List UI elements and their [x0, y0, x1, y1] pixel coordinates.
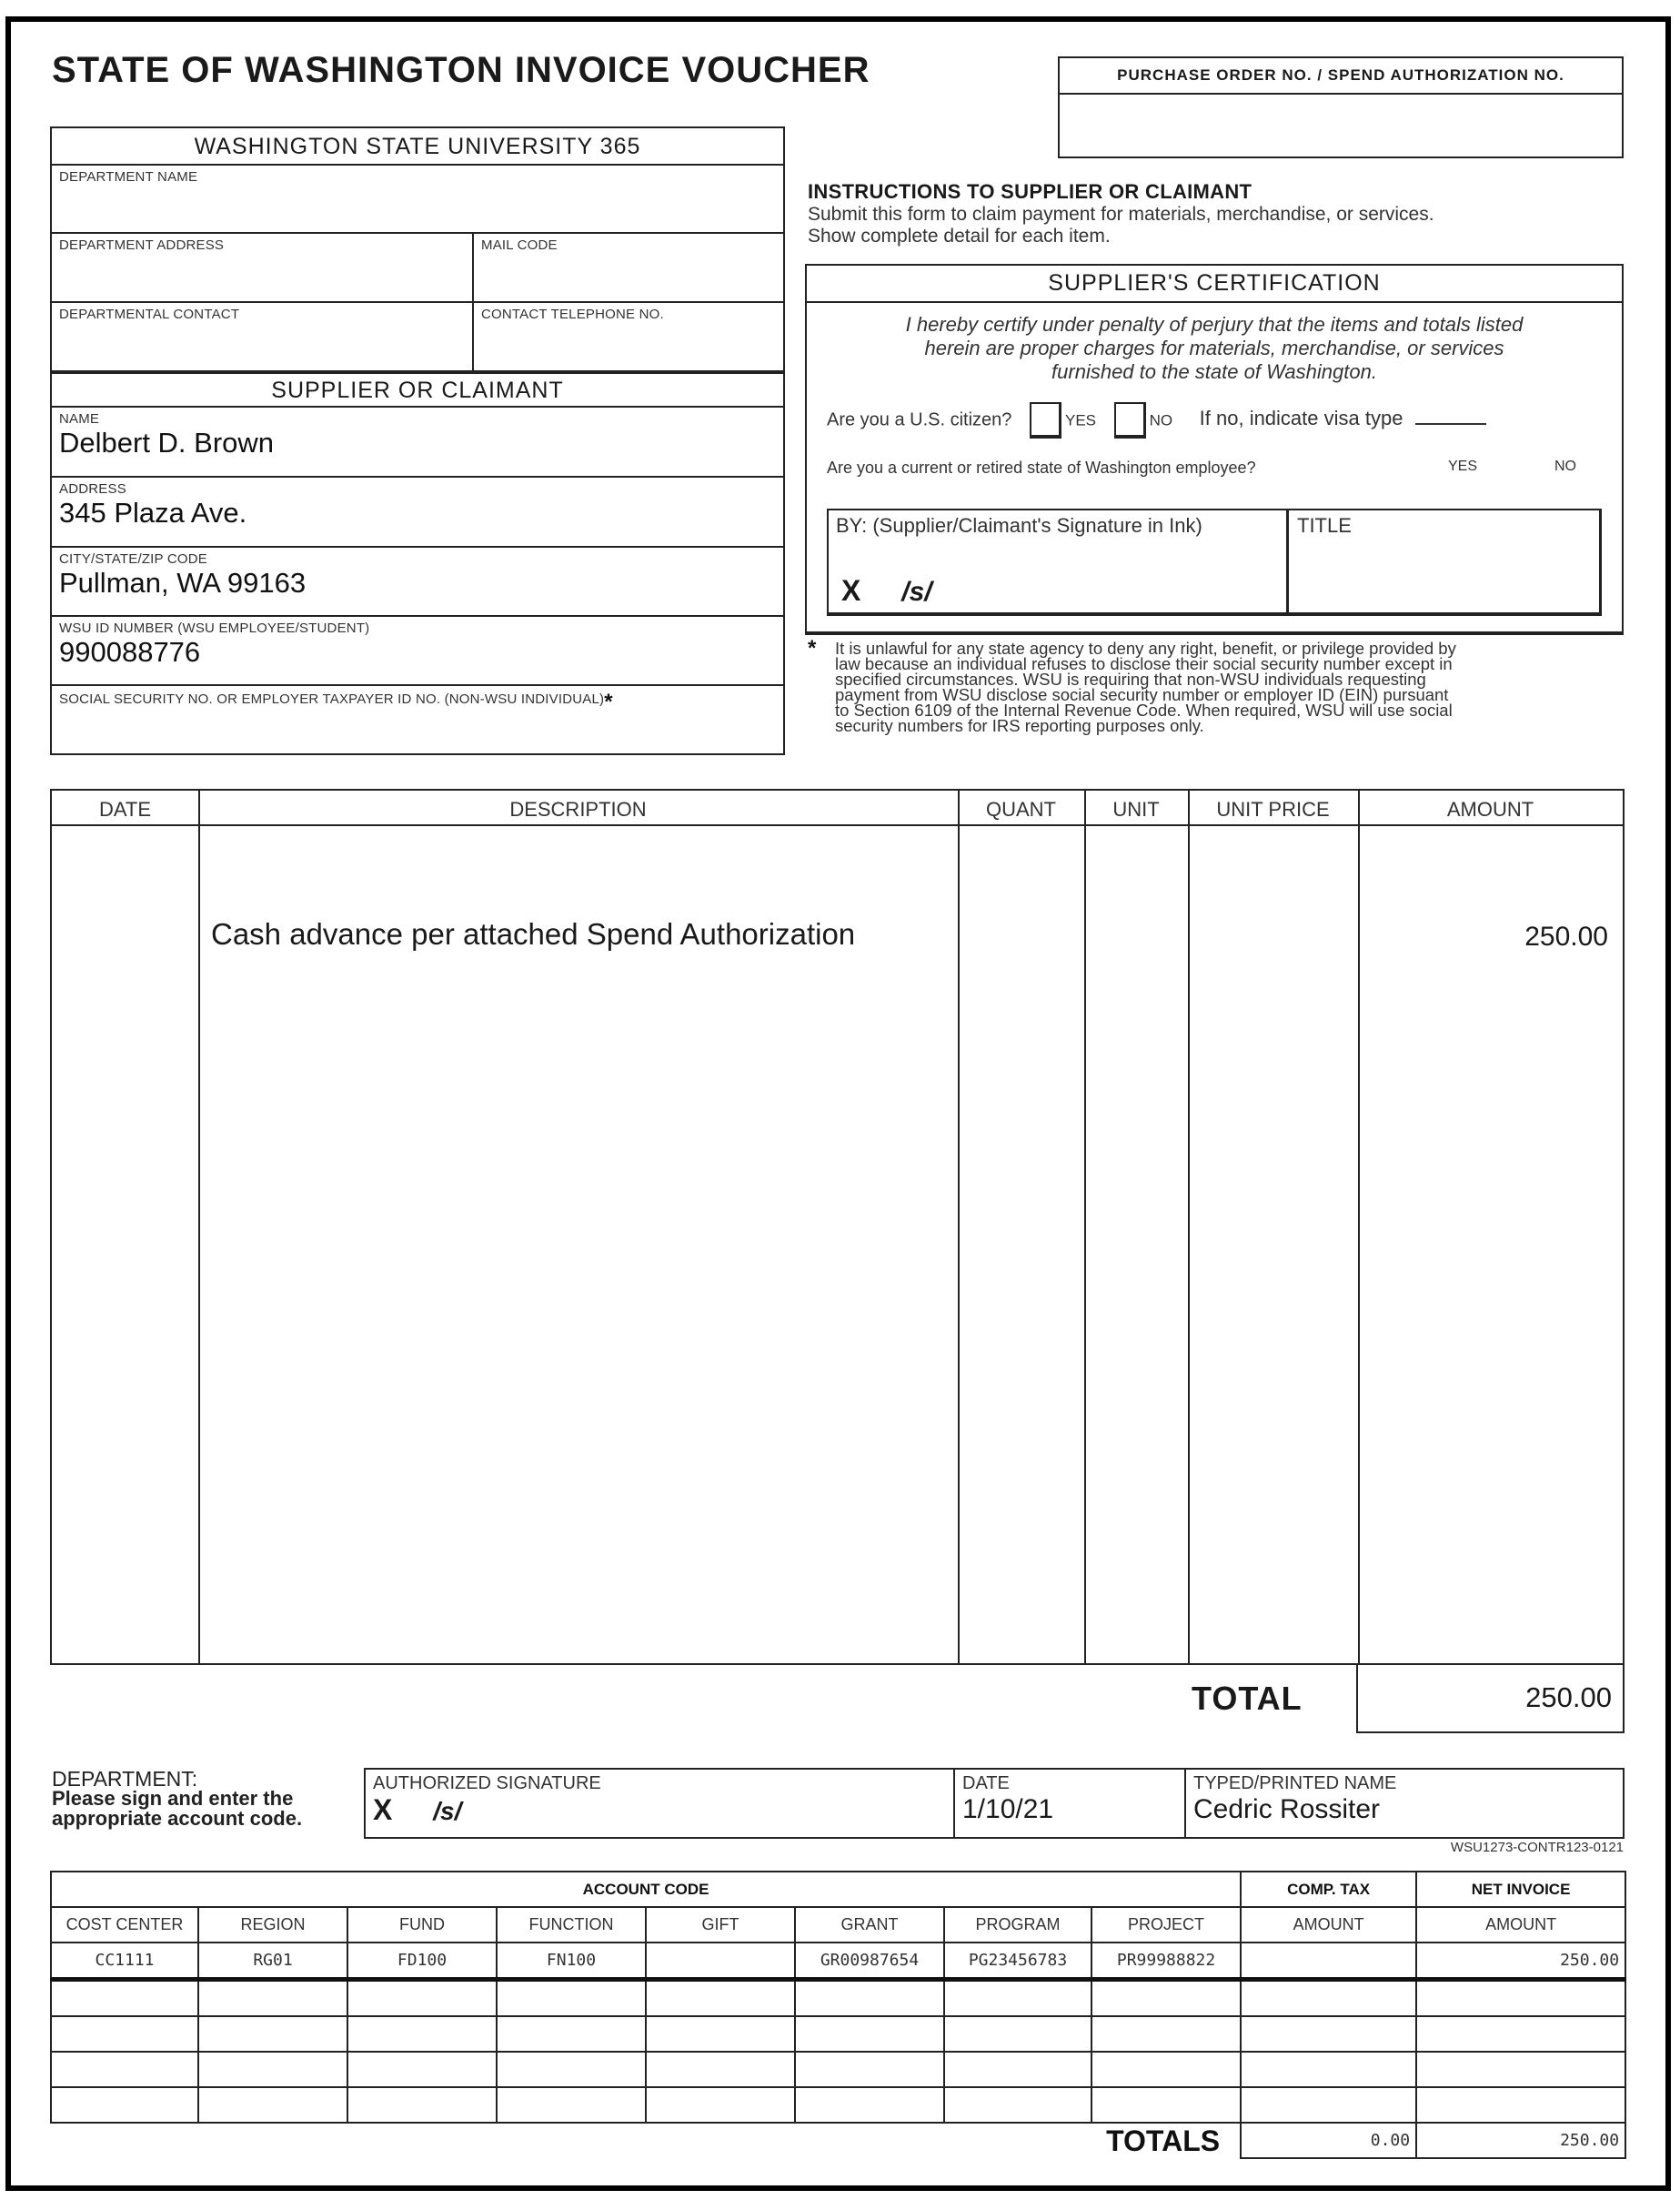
- supplier-signature-value: /s/: [901, 577, 932, 607]
- account-row[interactable]: [51, 2016, 1625, 2052]
- department-name-field[interactable]: [52, 166, 783, 233]
- program-cell[interactable]: [944, 2016, 1091, 2052]
- agency-header: WASHINGTON STATE UNIVERSITY 365: [194, 134, 641, 159]
- supplier-certification-box: [805, 264, 1624, 635]
- supplier-name-label: NAME: [59, 411, 100, 427]
- departmental-contact-label: DEPARTMENTAL CONTACT: [59, 307, 240, 322]
- net-invoice-header: NET INVOICE: [1416, 1872, 1625, 1907]
- project-cell[interactable]: [1091, 1980, 1241, 2017]
- column-header-unit-price: UNIT PRICE: [1216, 798, 1330, 821]
- net-invoice-cell[interactable]: [1416, 1980, 1625, 2017]
- instructions-line-1: Submit this form to claim payment for materials, merchandise, or services.: [808, 204, 1434, 225]
- net-invoice-cell[interactable]: [1416, 2052, 1625, 2087]
- department-name-label: DEPARTMENT NAME: [59, 169, 198, 185]
- department-address-field[interactable]: [52, 234, 472, 301]
- column-header-comp-tax-amount: AMOUNT: [1241, 1907, 1416, 1943]
- total-amount-box: [1356, 1663, 1625, 1733]
- cost-center-cell[interactable]: [51, 1980, 198, 2017]
- function-cell[interactable]: [497, 2087, 646, 2123]
- gift-cell[interactable]: [646, 1980, 795, 2017]
- column-header-grant: GRANT: [795, 1907, 944, 1943]
- item-description: Cash advance per attached Spend Authorization: [211, 917, 856, 951]
- net-invoice-cell[interactable]: 250.00: [1416, 1943, 1625, 1980]
- project-cell[interactable]: [1091, 2052, 1241, 2087]
- comp-tax-cell[interactable]: [1241, 2087, 1416, 2123]
- authorized-signature-x-mark: X: [373, 1793, 393, 1826]
- program-cell[interactable]: [944, 2052, 1091, 2087]
- total-amount: 250.00: [1525, 1681, 1612, 1713]
- comp-tax-cell[interactable]: [1241, 2016, 1416, 2052]
- supplier-city-value: Pullman, WA 99163: [59, 567, 307, 599]
- account-row[interactable]: [51, 2052, 1625, 2087]
- gift-cell[interactable]: [646, 1943, 795, 1980]
- project-cell[interactable]: [1091, 2016, 1241, 2052]
- account-row[interactable]: [51, 1980, 1625, 2017]
- employee-question: Are you a current or retired state of Washington employee?: [827, 459, 1256, 477]
- gift-cell[interactable]: [646, 2016, 795, 2052]
- item-quant: [958, 913, 1084, 921]
- fund-cell[interactable]: FD100: [347, 1943, 497, 1980]
- account-row[interactable]: [51, 1943, 1625, 1980]
- visa-type-field[interactable]: [1415, 407, 1486, 425]
- ssn-asterisk-icon: *: [604, 690, 613, 714]
- supplier-city-field[interactable]: [52, 548, 783, 615]
- comp-tax-total: 0.00: [1241, 2123, 1416, 2158]
- supplier-signature-label: BY: (Supplier/Claimant's Signature in Ink): [836, 514, 1202, 537]
- ssn-footnote: * It is unlawful for any state agency to deny any right, benefit, or privilege provided by law because an individual refuses to disclose their social security number except in specified circumstances. WSU is requiring that non-WSU individuals requesting payment from WSU disclose social security number or employer ID (EIN) pursuant to Section 6109 of the Internal Revenue Code. When required, WSU will use social security numbers for IRS reporting purposes only.: [808, 636, 1456, 735]
- approval-date-field[interactable]: [955, 1770, 1182, 1837]
- employee-yes-option[interactable]: YES: [1448, 459, 1478, 474]
- footnote-asterisk-icon: *: [808, 636, 817, 661]
- gift-cell[interactable]: [646, 2052, 795, 2087]
- grant-cell[interactable]: [795, 2052, 944, 2087]
- cost-center-cell[interactable]: CC1111: [51, 1943, 198, 1980]
- column-header-project: PROJECT: [1091, 1907, 1241, 1943]
- column-header-fund: FUND: [347, 1907, 497, 1943]
- cost-center-cell[interactable]: [51, 2052, 198, 2087]
- authorized-signature-label: AUTHORIZED SIGNATURE: [373, 1773, 601, 1793]
- employee-no-option[interactable]: NO: [1554, 459, 1576, 474]
- contact-telephone-label: CONTACT TELEPHONE NO.: [481, 307, 664, 322]
- fund-cell[interactable]: [347, 2016, 497, 2052]
- comp-tax-header: COMP. TAX: [1241, 1872, 1416, 1907]
- certification-header: SUPPLIER'S CERTIFICATION: [1048, 270, 1381, 296]
- supplier-address-label: ADDRESS: [59, 481, 126, 497]
- column-header-region: REGION: [198, 1907, 347, 1943]
- instructions-line-2: Show complete detail for each item.: [808, 226, 1111, 247]
- supplier-title-field[interactable]: [1290, 510, 1599, 614]
- citizen-yes-label: YES: [1065, 411, 1097, 429]
- supplier-title-label: TITLE: [1297, 514, 1352, 537]
- printed-name-label: TYPED/PRINTED NAME: [1193, 1773, 1397, 1793]
- purchase-order-field[interactable]: [1060, 95, 1622, 156]
- account-code-table: [50, 1871, 1625, 2159]
- supplier-address-field[interactable]: [52, 478, 783, 545]
- fund-cell[interactable]: [347, 1980, 497, 2017]
- region-cell[interactable]: RG01: [198, 1943, 347, 1980]
- column-header-gift: GIFT: [646, 1907, 795, 1943]
- wsu-id-label: WSU ID NUMBER (WSU EMPLOYEE/STUDENT): [59, 621, 370, 636]
- account-row[interactable]: [51, 2087, 1625, 2123]
- item-unit-price: [1188, 913, 1358, 921]
- agency-supplier-block: [50, 126, 785, 755]
- grant-cell[interactable]: GR00987654: [795, 1943, 944, 1980]
- supplier-address-value: 345 Plaza Ave.: [59, 497, 247, 529]
- fund-cell[interactable]: [347, 2087, 497, 2123]
- grant-cell[interactable]: [795, 1980, 944, 2017]
- project-cell[interactable]: [1091, 2087, 1241, 2123]
- citizen-yes-checkbox[interactable]: [1030, 402, 1061, 439]
- line-items-table: [50, 789, 1625, 1665]
- function-cell[interactable]: [497, 1980, 646, 2017]
- ssn-label: SOCIAL SECURITY NO. OR EMPLOYER TAXPAYER ID NO. (NON-WSU INDIVIDUAL): [59, 691, 605, 707]
- function-cell[interactable]: [497, 2016, 646, 2052]
- contact-telephone-field[interactable]: [474, 303, 783, 370]
- net-invoice-cell[interactable]: [1416, 2016, 1625, 2052]
- departmental-contact-field[interactable]: [52, 303, 472, 370]
- certification-statement: I hereby certify under penalty of perjury that the items and totals listed herein are proper charges for materials, merchandise, or services furnished to the state of Washington.: [905, 313, 1524, 383]
- approval-date-label: DATE: [962, 1773, 1010, 1793]
- column-header-program: PROGRAM: [944, 1907, 1091, 1943]
- item-unit: [1084, 913, 1188, 921]
- form-code: WSU1273-CONTR123-0121: [1450, 1840, 1624, 1855]
- account-totals-row: [51, 2123, 1625, 2158]
- visa-type-label: If no, indicate visa type: [1199, 407, 1403, 430]
- printed-name-field[interactable]: [1186, 1770, 1623, 1837]
- function-cell[interactable]: [497, 2052, 646, 2087]
- purchase-order-label: PURCHASE ORDER NO. / SPEND AUTHORIZATION NO.: [1117, 66, 1564, 84]
- totals-label: TOTALS: [1106, 2124, 1221, 2157]
- program-cell[interactable]: [944, 1980, 1091, 2017]
- purchase-order-box: [1058, 56, 1624, 158]
- department-approval-box: [364, 1768, 1625, 1839]
- supplier-name-field[interactable]: [52, 408, 783, 475]
- comp-tax-cell[interactable]: [1241, 1980, 1416, 2017]
- employee-question-row: [827, 459, 1609, 478]
- region-cell[interactable]: [198, 2087, 347, 2123]
- mail-code-field[interactable]: [474, 234, 783, 301]
- cost-center-cell[interactable]: [51, 2016, 198, 2052]
- supplier-signature-box: [827, 509, 1602, 616]
- column-header-quant: QUANT: [986, 798, 1056, 821]
- supplier-header: SUPPLIER OR CLAIMANT: [271, 378, 564, 403]
- comp-tax-cell[interactable]: [1241, 2052, 1416, 2087]
- mail-code-label: MAIL CODE: [481, 237, 558, 253]
- grant-cell[interactable]: [795, 2087, 944, 2123]
- column-header-description: DESCRIPTION: [509, 798, 647, 821]
- account-code-header: ACCOUNT CODE: [51, 1872, 1241, 1907]
- comp-tax-cell[interactable]: [1241, 1943, 1416, 1980]
- citizen-question-row: [827, 402, 1609, 439]
- column-header-unit: UNIT: [1112, 798, 1160, 821]
- instructions-heading: INSTRUCTIONS TO SUPPLIER OR CLAIMANT: [808, 180, 1252, 203]
- program-cell[interactable]: PG23456783: [944, 1943, 1091, 1980]
- net-invoice-total: 250.00: [1416, 2123, 1625, 2158]
- wsu-id-value: 990088776: [59, 636, 201, 668]
- cost-center-cell[interactable]: [51, 2087, 198, 2123]
- column-header-amount: AMOUNT: [1446, 798, 1534, 821]
- column-header-net-invoice-amount: AMOUNT: [1416, 1907, 1625, 1943]
- project-cell[interactable]: PR99988822: [1091, 1943, 1241, 1980]
- fund-cell[interactable]: [347, 2052, 497, 2087]
- form-title: STATE OF WASHINGTON INVOICE VOUCHER: [52, 50, 870, 90]
- department-address-label: DEPARTMENT ADDRESS: [59, 237, 225, 253]
- citizen-question: Are you a U.S. citizen?: [827, 409, 1012, 430]
- program-cell[interactable]: [944, 2087, 1091, 2123]
- column-header-cost-center: COST CENTER: [51, 1907, 198, 1943]
- approval-date-value: 1/10/21: [962, 1794, 1054, 1824]
- citizen-no-checkbox[interactable]: [1114, 402, 1146, 439]
- ssn-field[interactable]: [52, 686, 783, 753]
- supplier-city-label: CITY/STATE/ZIP CODE: [59, 551, 207, 567]
- region-cell[interactable]: [198, 1980, 347, 2017]
- item-date: [52, 913, 198, 921]
- department-instruction: DEPARTMENT: Please sign and enter the appropriate account code.: [52, 1767, 303, 1830]
- column-header-date: DATE: [98, 798, 152, 821]
- authorized-signature-value: /s/: [433, 1797, 462, 1825]
- supplier-signature-field[interactable]: [829, 510, 1286, 614]
- column-header-function: FUNCTION: [497, 1907, 646, 1943]
- printed-name-value: Cedric Rossiter: [1193, 1794, 1381, 1824]
- item-amount: 250.00: [1524, 922, 1608, 952]
- grant-cell[interactable]: [795, 2016, 944, 2052]
- region-cell[interactable]: [198, 2052, 347, 2087]
- region-cell[interactable]: [198, 2016, 347, 2052]
- supplier-name-value: Delbert D. Brown: [59, 427, 275, 459]
- signature-x-mark: X: [841, 574, 861, 607]
- gift-cell[interactable]: [646, 2087, 795, 2123]
- instructions: [808, 180, 1626, 247]
- wsu-id-field[interactable]: [52, 617, 783, 684]
- citizen-no-label: NO: [1149, 411, 1173, 429]
- net-invoice-cell[interactable]: [1416, 2087, 1625, 2123]
- total-label: TOTAL: [1192, 1680, 1303, 1717]
- function-cell[interactable]: FN100: [497, 1943, 646, 1980]
- authorized-signature-field[interactable]: [366, 1770, 953, 1837]
